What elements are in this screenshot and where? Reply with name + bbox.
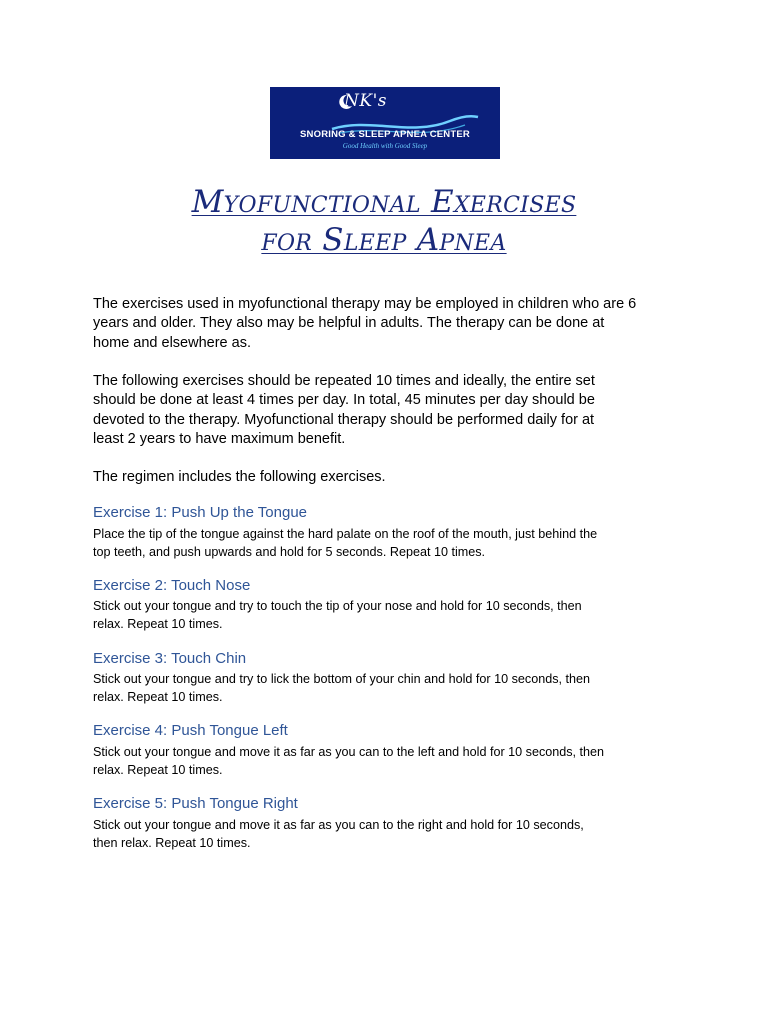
- text-line: relax. Repeat 10 times.: [93, 617, 223, 632]
- intro-paragraph: [93, 295, 683, 353]
- text-line: years and older. They also may be helpful in adults. The therapy can be done at: [93, 315, 605, 332]
- intro-paragraph: [93, 372, 683, 449]
- title-line-2: for Sleep Apnea: [261, 222, 507, 258]
- exercise-heading: Exercise 5: Push Tongue Right: [93, 795, 298, 812]
- text-line: The exercises used in myofunctional therapy may be employed in children who are 6: [93, 296, 637, 312]
- exercise-heading: Exercise 1: Push Up the Tongue: [93, 504, 308, 521]
- exercise-description: [93, 816, 683, 852]
- exercise-heading: Exercise 3: Touch Chin: [93, 650, 247, 667]
- text-line: Stick out your tongue and try to touch the tip of your nose and hold for 10 seconds, then: [93, 599, 582, 613]
- exercise-heading: Exercise 4: Push Tongue Left: [93, 722, 288, 739]
- exercise-heading: Exercise 2: Touch Nose: [93, 577, 251, 594]
- text-line: should be done at least 4 times per day. In total, 45 minutes per day should be: [93, 392, 595, 409]
- text-line: Place the tip of the tongue against the hard palate on the roof of the mouth, just behind the: [93, 527, 598, 541]
- wave-swoosh-icon: [330, 107, 480, 147]
- intro-paragraph: [93, 468, 683, 487]
- text-line: The following exercises should be repeated 10 times and ideally, the entire set: [93, 373, 595, 389]
- text-line: Stick out your tongue and move it as far as you can to the right and hold for 10 seconds,: [93, 818, 584, 832]
- text-line: home and elsewhere as.: [93, 334, 251, 351]
- exercise-description: [93, 743, 683, 779]
- text-line: Stick out your tongue and try to lick the bottom of your chin and hold for 10 seconds, then: [93, 672, 591, 686]
- text-line: top teeth, and push upwards and hold for 5 seconds. Repeat 10 times.: [93, 545, 486, 560]
- text-line: Stick out your tongue and move it as far as you can to the left and hold for 10 seconds, then: [93, 745, 605, 759]
- text-line: least 2 years to have maximum benefit.: [93, 430, 346, 447]
- page-title: [0, 183, 768, 259]
- text-line: then relax. Repeat 10 times.: [93, 836, 251, 851]
- center-logo: [270, 87, 500, 159]
- logo-tagline: Good Health with Good Sleep: [342, 142, 428, 150]
- logo-brand: NK's: [344, 91, 387, 111]
- text-line: devoted to the therapy. Myofunctional therapy should be performed daily for at: [93, 411, 595, 428]
- logo-name: SNORING & SLEEP APNEA CENTER: [300, 129, 470, 140]
- title-line-1: Myofunctional Exercises: [191, 184, 577, 220]
- text-line: relax. Repeat 10 times.: [93, 763, 223, 778]
- exercise-description: [93, 525, 683, 561]
- text-line: The regimen includes the following exercises.: [93, 469, 386, 485]
- text-line: relax. Repeat 10 times.: [93, 690, 223, 705]
- exercise-description: [93, 597, 683, 633]
- exercise-description: [93, 670, 683, 706]
